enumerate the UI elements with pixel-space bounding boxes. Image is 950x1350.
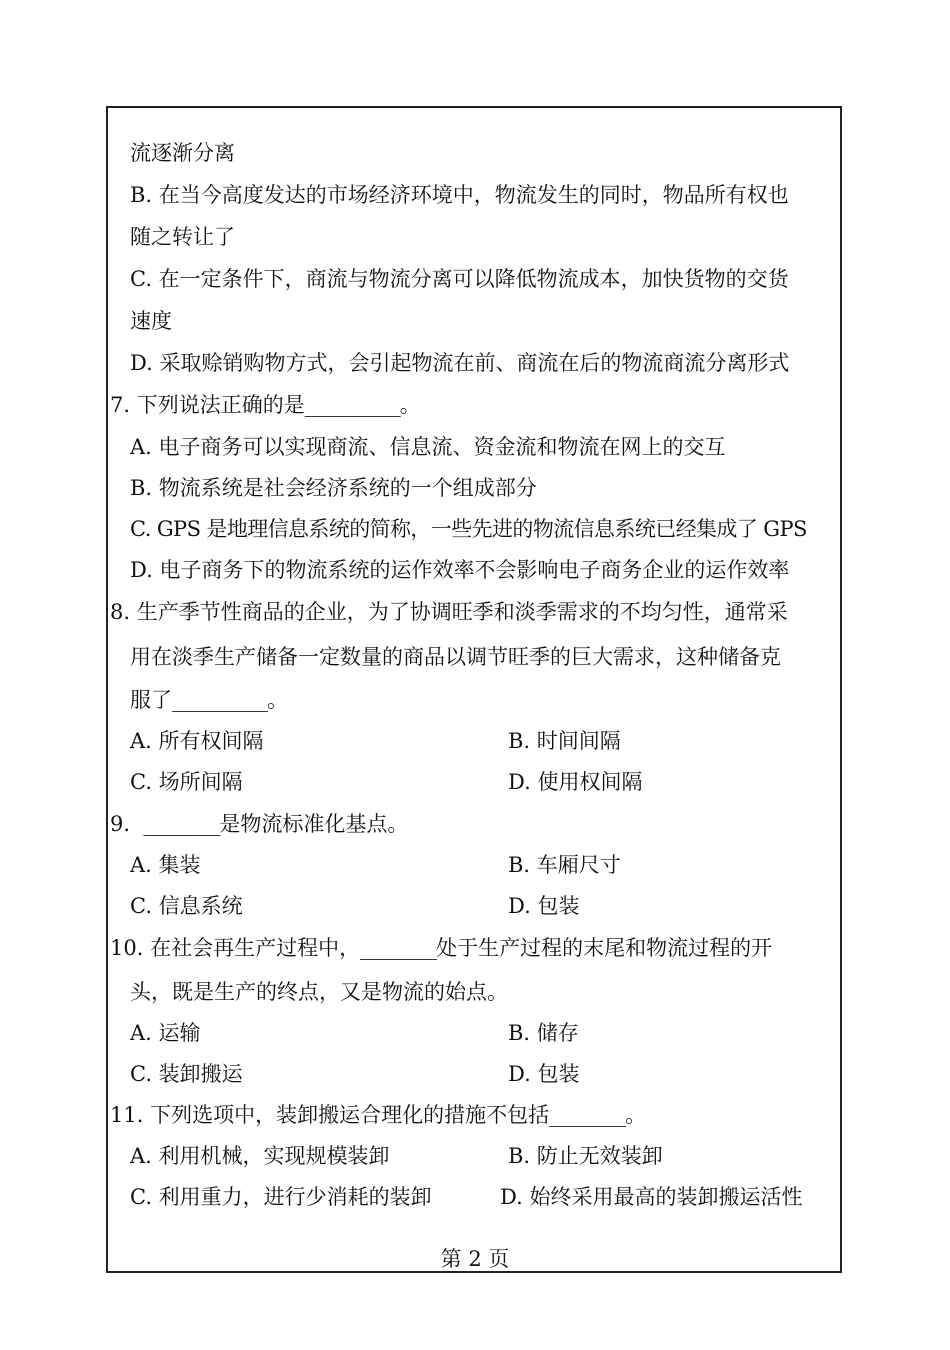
q10-stem-line2: 头，既是生产的终点，又是物流的始点。 (130, 980, 508, 1004)
q6-option-c-line1: C. 在一定条件下，商流与物流分离可以降低物流成本，加快货物的交货 (130, 267, 789, 291)
q10-option-a: A. 运输 (130, 1021, 201, 1045)
q6-option-d: D. 采取赊销购物方式，会引起物流在前、商流在后的物流商流分离形式 (130, 351, 790, 375)
q7-option-d: D. 电子商务下的物流系统的运作效率不会影响电子商务企业的运作效率 (130, 558, 790, 582)
q8-option-b: B. 时间间隔 (508, 729, 621, 753)
q6-option-b-line2: 随之转让了 (130, 225, 235, 249)
q9-stem: 9. ________是物流标准化基点。 (110, 812, 409, 836)
q10-stem-line1: 10. 在社会再生产过程中，________处于生产过程的末尾和物流过程的开 (110, 936, 773, 960)
answer-blank: ________ (360, 936, 437, 960)
answer-blank: ________ (143, 812, 220, 836)
q6-option-c-line2: 速度 (130, 309, 172, 333)
q7-option-c: C. GPS 是地理信息系统的简称，一些先进的物流信息系统已经集成了 GPS (130, 517, 807, 541)
q11-option-c: C. 利用重力，进行少消耗的装卸 (130, 1185, 432, 1209)
q7-option-b: B. 物流系统是社会经济系统的一个组成部分 (130, 476, 537, 500)
q10-option-b: B. 储存 (508, 1021, 579, 1045)
q9-option-a: A. 集装 (130, 853, 201, 877)
q9-option-c: C. 信息系统 (130, 894, 243, 918)
q9-option-b: B. 车厢尺寸 (508, 853, 621, 877)
q8-stem-line3: 服了__________。 (130, 688, 288, 712)
q8-option-a: A. 所有权间隔 (130, 729, 264, 753)
q8-stem-line1: 8. 生产季节性商品的企业，为了协调旺季和淡季需求的不均匀性，通常采 (110, 600, 788, 624)
q11-option-a: A. 利用机械，实现规模装卸 (130, 1144, 390, 1168)
answer-blank: __________ (304, 393, 400, 417)
q8-option-d: D. 使用权间隔 (508, 770, 643, 794)
q11-stem: 11. 下列选项中，装卸搬运合理化的措施不包括________。 (110, 1103, 647, 1127)
q6-option-b-line1: B. 在当今高度发达的市场经济环境中，物流发生的同时，物品所有权也 (130, 183, 789, 207)
q11-option-b: B. 防止无效装卸 (508, 1144, 663, 1168)
q10-option-d: D. 包装 (508, 1062, 580, 1086)
q7-option-a: A. 电子商务可以实现商流、信息流、资金流和物流在网上的交互 (130, 435, 726, 459)
q8-stem-line2: 用在淡季生产储备一定数量的商品以调节旺季的巨大需求，这种储备克 (130, 645, 781, 669)
q10-option-c: C. 装卸搬运 (130, 1062, 243, 1086)
q7-stem: 7. 下列说法正确的是__________。 (110, 393, 421, 417)
q8-option-c: C. 场所间隔 (130, 770, 243, 794)
q11-option-d: D. 始终采用最高的装卸搬运活性 (500, 1185, 803, 1209)
page-number: 第 2 页 (440, 1247, 510, 1271)
answer-blank: __________ (172, 688, 267, 712)
answer-blank: ________ (549, 1103, 626, 1127)
q6-continuation-line: 流逐渐分离 (130, 141, 235, 165)
q9-option-d: D. 包装 (508, 894, 580, 918)
